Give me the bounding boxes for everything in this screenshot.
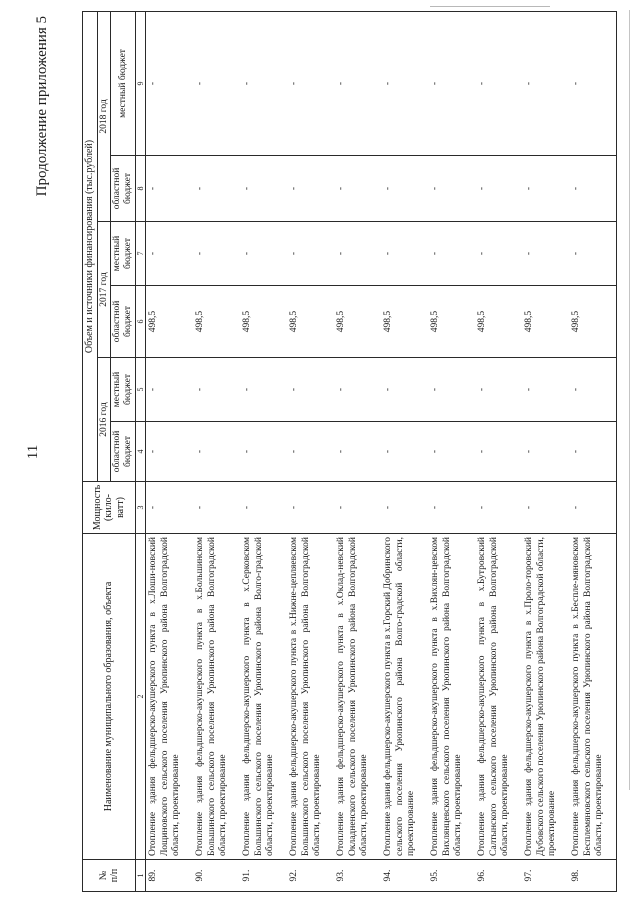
document-sheet (25, 12, 625, 892)
regional-2017-value: 498,5 (146, 286, 194, 358)
row-number: 90. (193, 860, 240, 892)
regional-2017-value: 498,5 (381, 286, 428, 358)
regional-2018-value: - (522, 156, 569, 222)
object-name: Отопление здания фельдшерско-акушерского пункта в х.Горский Добринского сельского поселения Урюпинского района Волго-градской области, проектирование (381, 534, 428, 860)
header-regional-2017: областной бюджет (111, 286, 136, 358)
local-2017-value: - (522, 222, 569, 286)
regional-2018-value: - (381, 156, 428, 222)
header-local-2017: местный бюджет (111, 222, 136, 286)
power-value: - (146, 482, 194, 534)
regional-2018-value: - (240, 156, 287, 222)
local-2017-value: - (146, 222, 194, 286)
header-year-2018: 2018 год (97, 11, 111, 221)
continuation-note: Продолжение приложения 5 (34, 16, 50, 197)
local-2018-value: - (569, 11, 617, 155)
power-value: - (381, 482, 428, 534)
regional-2017-value: 498,5 (428, 286, 475, 358)
local-2016-value: - (193, 358, 240, 422)
power-value: - (287, 482, 334, 534)
header-local-2016: местный бюджет (111, 358, 136, 422)
local-2016-value: - (287, 358, 334, 422)
column-number: 3 (136, 482, 146, 534)
local-2016-value: - (381, 358, 428, 422)
table-body (146, 11, 617, 891)
regional-2018-value: - (334, 156, 381, 222)
table-row (240, 11, 287, 891)
header-year-2017: 2017 год (97, 222, 111, 358)
local-2016-value: - (569, 358, 617, 422)
column-number: 9 (136, 11, 146, 155)
column-number: 5 (136, 358, 146, 422)
regional-2018-value: - (193, 156, 240, 222)
table-row (475, 11, 522, 891)
local-2017-value: - (240, 222, 287, 286)
column-number: 6 (136, 286, 146, 358)
financing-table (82, 11, 617, 892)
table-row (287, 11, 334, 891)
local-2018-value: - (475, 11, 522, 155)
power-value: - (334, 482, 381, 534)
local-2018-value: - (381, 11, 428, 155)
regional-2017-value: 498,5 (522, 286, 569, 358)
local-2016-value: - (475, 358, 522, 422)
column-number: 7 (136, 222, 146, 286)
power-value: - (522, 482, 569, 534)
regional-2017-value: 498,5 (569, 286, 617, 358)
row-number: 93. (334, 860, 381, 892)
row-number: 92. (287, 860, 334, 892)
power-value: - (240, 482, 287, 534)
local-2018-value: - (287, 11, 334, 155)
object-name: Отопление здания фельдшерско-акушерского пункта в х.Серковском Большинского сельского поселения Урюпинского района Волго-градской области, проектирование (240, 534, 287, 860)
regional-2017-value: 498,5 (287, 286, 334, 358)
local-2018-value: - (428, 11, 475, 155)
local-2018-value: - (193, 11, 240, 155)
local-2017-value: - (428, 222, 475, 286)
row-number: 98. (569, 860, 617, 892)
regional-2016-value: - (381, 422, 428, 482)
regional-2017-value: 498,5 (240, 286, 287, 358)
regional-2016-value: - (287, 422, 334, 482)
column-number: 2 (136, 534, 146, 860)
table-row (428, 11, 475, 891)
regional-2018-value: - (569, 156, 617, 222)
local-2017-value: - (193, 222, 240, 286)
column-number: 8 (136, 156, 146, 222)
row-number: 96. (475, 860, 522, 892)
local-2017-value: - (334, 222, 381, 286)
regional-2018-value: - (475, 156, 522, 222)
row-number: 91. (240, 860, 287, 892)
table-row (381, 11, 428, 891)
regional-2016-value: - (569, 422, 617, 482)
row-number: 95. (428, 860, 475, 892)
regional-2016-value: - (334, 422, 381, 482)
table-row (193, 11, 240, 891)
regional-2016-value: - (428, 422, 475, 482)
local-2017-value: - (381, 222, 428, 286)
table-row (569, 11, 617, 891)
header-num: № п/п (83, 860, 136, 892)
local-2016-value: - (522, 358, 569, 422)
object-name: Отопление здания фельдшерско-акушерского пункта в х.Нижне-цепляевском Большинского сельского поселения Урюпинского района Волгоградской области, проектирование (287, 534, 334, 860)
regional-2016-value: - (475, 422, 522, 482)
header-regional-2016: областной бюджет (111, 422, 136, 482)
regional-2018-value: - (287, 156, 334, 222)
row-number: 97. (522, 860, 569, 892)
power-value: - (475, 482, 522, 534)
local-2016-value: - (334, 358, 381, 422)
local-2017-value: - (475, 222, 522, 286)
column-number: 4 (136, 422, 146, 482)
table-row (334, 11, 381, 891)
header-financing: Объем и источники финансирования (тыс.рублей) (83, 11, 98, 481)
local-2018-value: - (334, 11, 381, 155)
header-year-2016: 2016 год (97, 358, 111, 482)
object-name: Отопление здания фельдшерско-акушерского пункта в х.Проло-торовский Дубовского сельского поселения Урюпинского района Волгоградской области, проектирование (522, 534, 569, 860)
table-row (522, 11, 569, 891)
regional-2016-value: - (240, 422, 287, 482)
regional-2016-value: - (193, 422, 240, 482)
row-number: 89. (146, 860, 194, 892)
local-2016-value: - (428, 358, 475, 422)
object-name: Отопление здания фельдшерско-акушерского пункта в х.Беспле-мяновском Бесплемяновского сельского поселения Урюпинского района Волгоградской области, проектирование (569, 534, 617, 860)
power-value: - (569, 482, 617, 534)
power-value: - (193, 482, 240, 534)
regional-2016-value: - (522, 422, 569, 482)
local-2016-value: - (240, 358, 287, 422)
scan-edge-top (430, 6, 550, 7)
local-2018-value: - (522, 11, 569, 155)
regional-2017-value: 498,5 (334, 286, 381, 358)
regional-2016-value: - (146, 422, 194, 482)
header-name: Наименование муниципального образования, объекта (83, 534, 136, 860)
object-name: Отопление здания фельдшерско-акушерского пункта в х.Вихлян-цевском Вихлянцевского сельского поселения Урюпинского района Волгоградской области, проектирование (428, 534, 475, 860)
object-name: Отопление здания фельдшерско-акушерского пункта в х.Лоши-новский Лощиновского сельского поселения Урюпинского района Волгоградской области, проектирование (146, 534, 194, 860)
header-power: Мощность (кило-ватт) (83, 482, 136, 534)
local-2018-value: - (146, 11, 194, 155)
regional-2018-value: - (428, 156, 475, 222)
header-local-2018: местный бюджет (111, 11, 136, 155)
local-2017-value: - (569, 222, 617, 286)
row-number: 94. (381, 860, 428, 892)
object-name: Отопление здания фельдшерско-акушерского пункта в х.Большинском Большинского сельского поселения Урюпинского района Волгоградской области, проектирование (193, 534, 240, 860)
regional-2017-value: 498,5 (193, 286, 240, 358)
table-row (146, 11, 194, 891)
local-2017-value: - (287, 222, 334, 286)
regional-2018-value: - (146, 156, 194, 222)
regional-2017-value: 498,5 (475, 286, 522, 358)
page-number: 11 (25, 444, 41, 460)
header-regional-2018: областной бюджет (111, 156, 136, 222)
local-2018-value: - (240, 11, 287, 155)
local-2016-value: - (146, 358, 194, 422)
object-name: Отопление здания фельдшерско-акушерского пункта в х.Оклад-невский Окладненского сельского поселения Урюпинского района Волгоградской области, проектирование (334, 534, 381, 860)
power-value: - (428, 482, 475, 534)
column-number: 1 (136, 860, 146, 892)
scan-edge-right (629, 10, 630, 790)
object-name: Отопление здания фельдшерско-акушерского пункта в х.Бутровский Салтынского сельского поселения Урюпинского района Волгоградской области, проектирование (475, 534, 522, 860)
